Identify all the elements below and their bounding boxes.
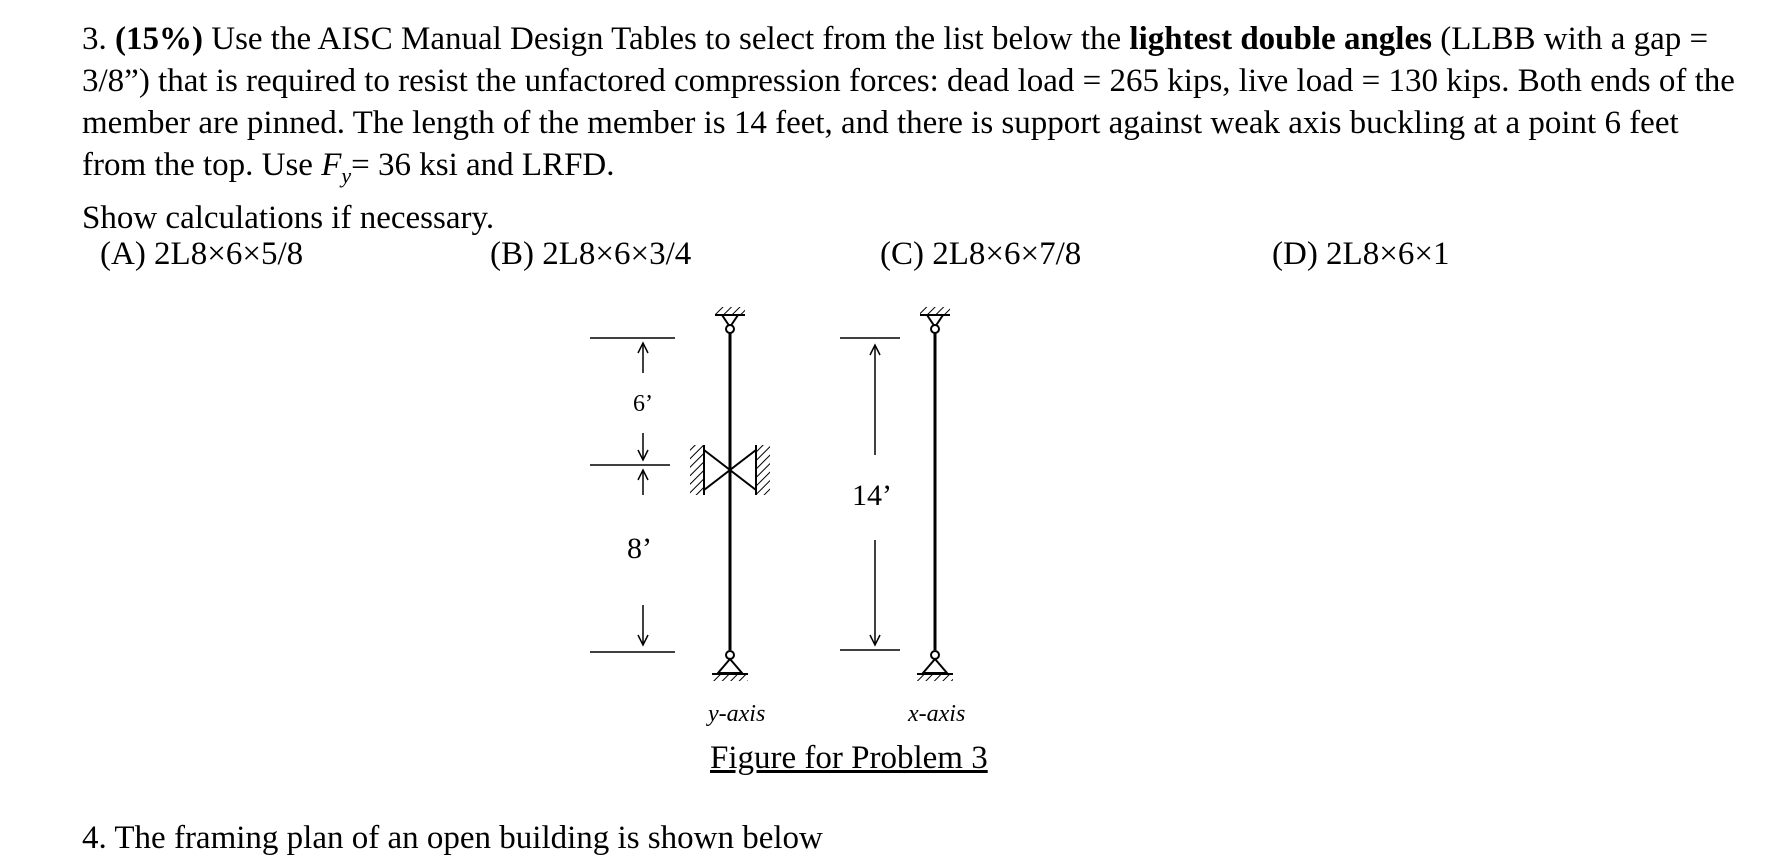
bottom-support-hatch-right xyxy=(917,674,953,681)
problem-number: 3. xyxy=(82,21,107,57)
column-diagram xyxy=(590,295,1070,735)
fy-symbol: F xyxy=(321,147,342,183)
figure-caption: Figure for Problem 3 xyxy=(710,740,988,776)
option-b: (B) 2L8×6×3/4 xyxy=(490,236,692,272)
x-axis-column xyxy=(917,307,953,681)
y-axis-label: y-axis xyxy=(708,701,766,727)
top-pin-left xyxy=(726,325,734,333)
next-problem-fragment: 4. The framing plan of an open building is shown below xyxy=(82,820,823,856)
right-dimension xyxy=(840,338,900,650)
left-dimensions xyxy=(590,338,675,652)
top-support-hatch-right xyxy=(920,307,950,315)
problem-text-part-1: Use the AISC Manual Design Tables to select from the list below the xyxy=(202,21,1130,57)
dimension-total-label: 14’ xyxy=(852,479,892,512)
answer-options xyxy=(0,236,1780,282)
fy-subscript: y xyxy=(341,162,352,188)
dimension-bottom-label: 8’ xyxy=(627,532,652,565)
option-d: (D) 2L8×6×1 xyxy=(1272,236,1450,272)
option-c: (C) 2L8×6×7/8 xyxy=(880,236,1082,272)
top-support-hatch-left xyxy=(715,307,745,315)
problem-text-part-2: (LLBB with a gap = 3/8”) that is required to resist the unfactored compression forces: dead load = 265 kips, live load = 130 kips. Both ends of the member are pinned. The length of the member is 14 feet, and there is support against weak axis buckling at a point 6 feet from the top. Use xyxy=(82,21,1735,183)
problem-weight: (15%) xyxy=(115,21,203,57)
x-axis-label: x-axis xyxy=(908,701,966,727)
bottom-support-hatch-left xyxy=(712,674,748,681)
y-axis-column xyxy=(690,307,770,681)
problem-paragraph xyxy=(82,18,1742,197)
dimension-top-label: 6’ xyxy=(633,391,653,417)
problem-text-part-3: = 36 ksi and LRFD. xyxy=(351,147,615,183)
problem-instruction: Show calculations if necessary. xyxy=(82,199,495,236)
top-pin-right xyxy=(931,325,939,333)
column-figure xyxy=(590,295,1070,735)
problem-emphasis: lightest double angles xyxy=(1129,21,1432,57)
option-a: (A) 2L8×6×5/8 xyxy=(100,236,304,272)
problem-3-statement xyxy=(82,18,1742,239)
